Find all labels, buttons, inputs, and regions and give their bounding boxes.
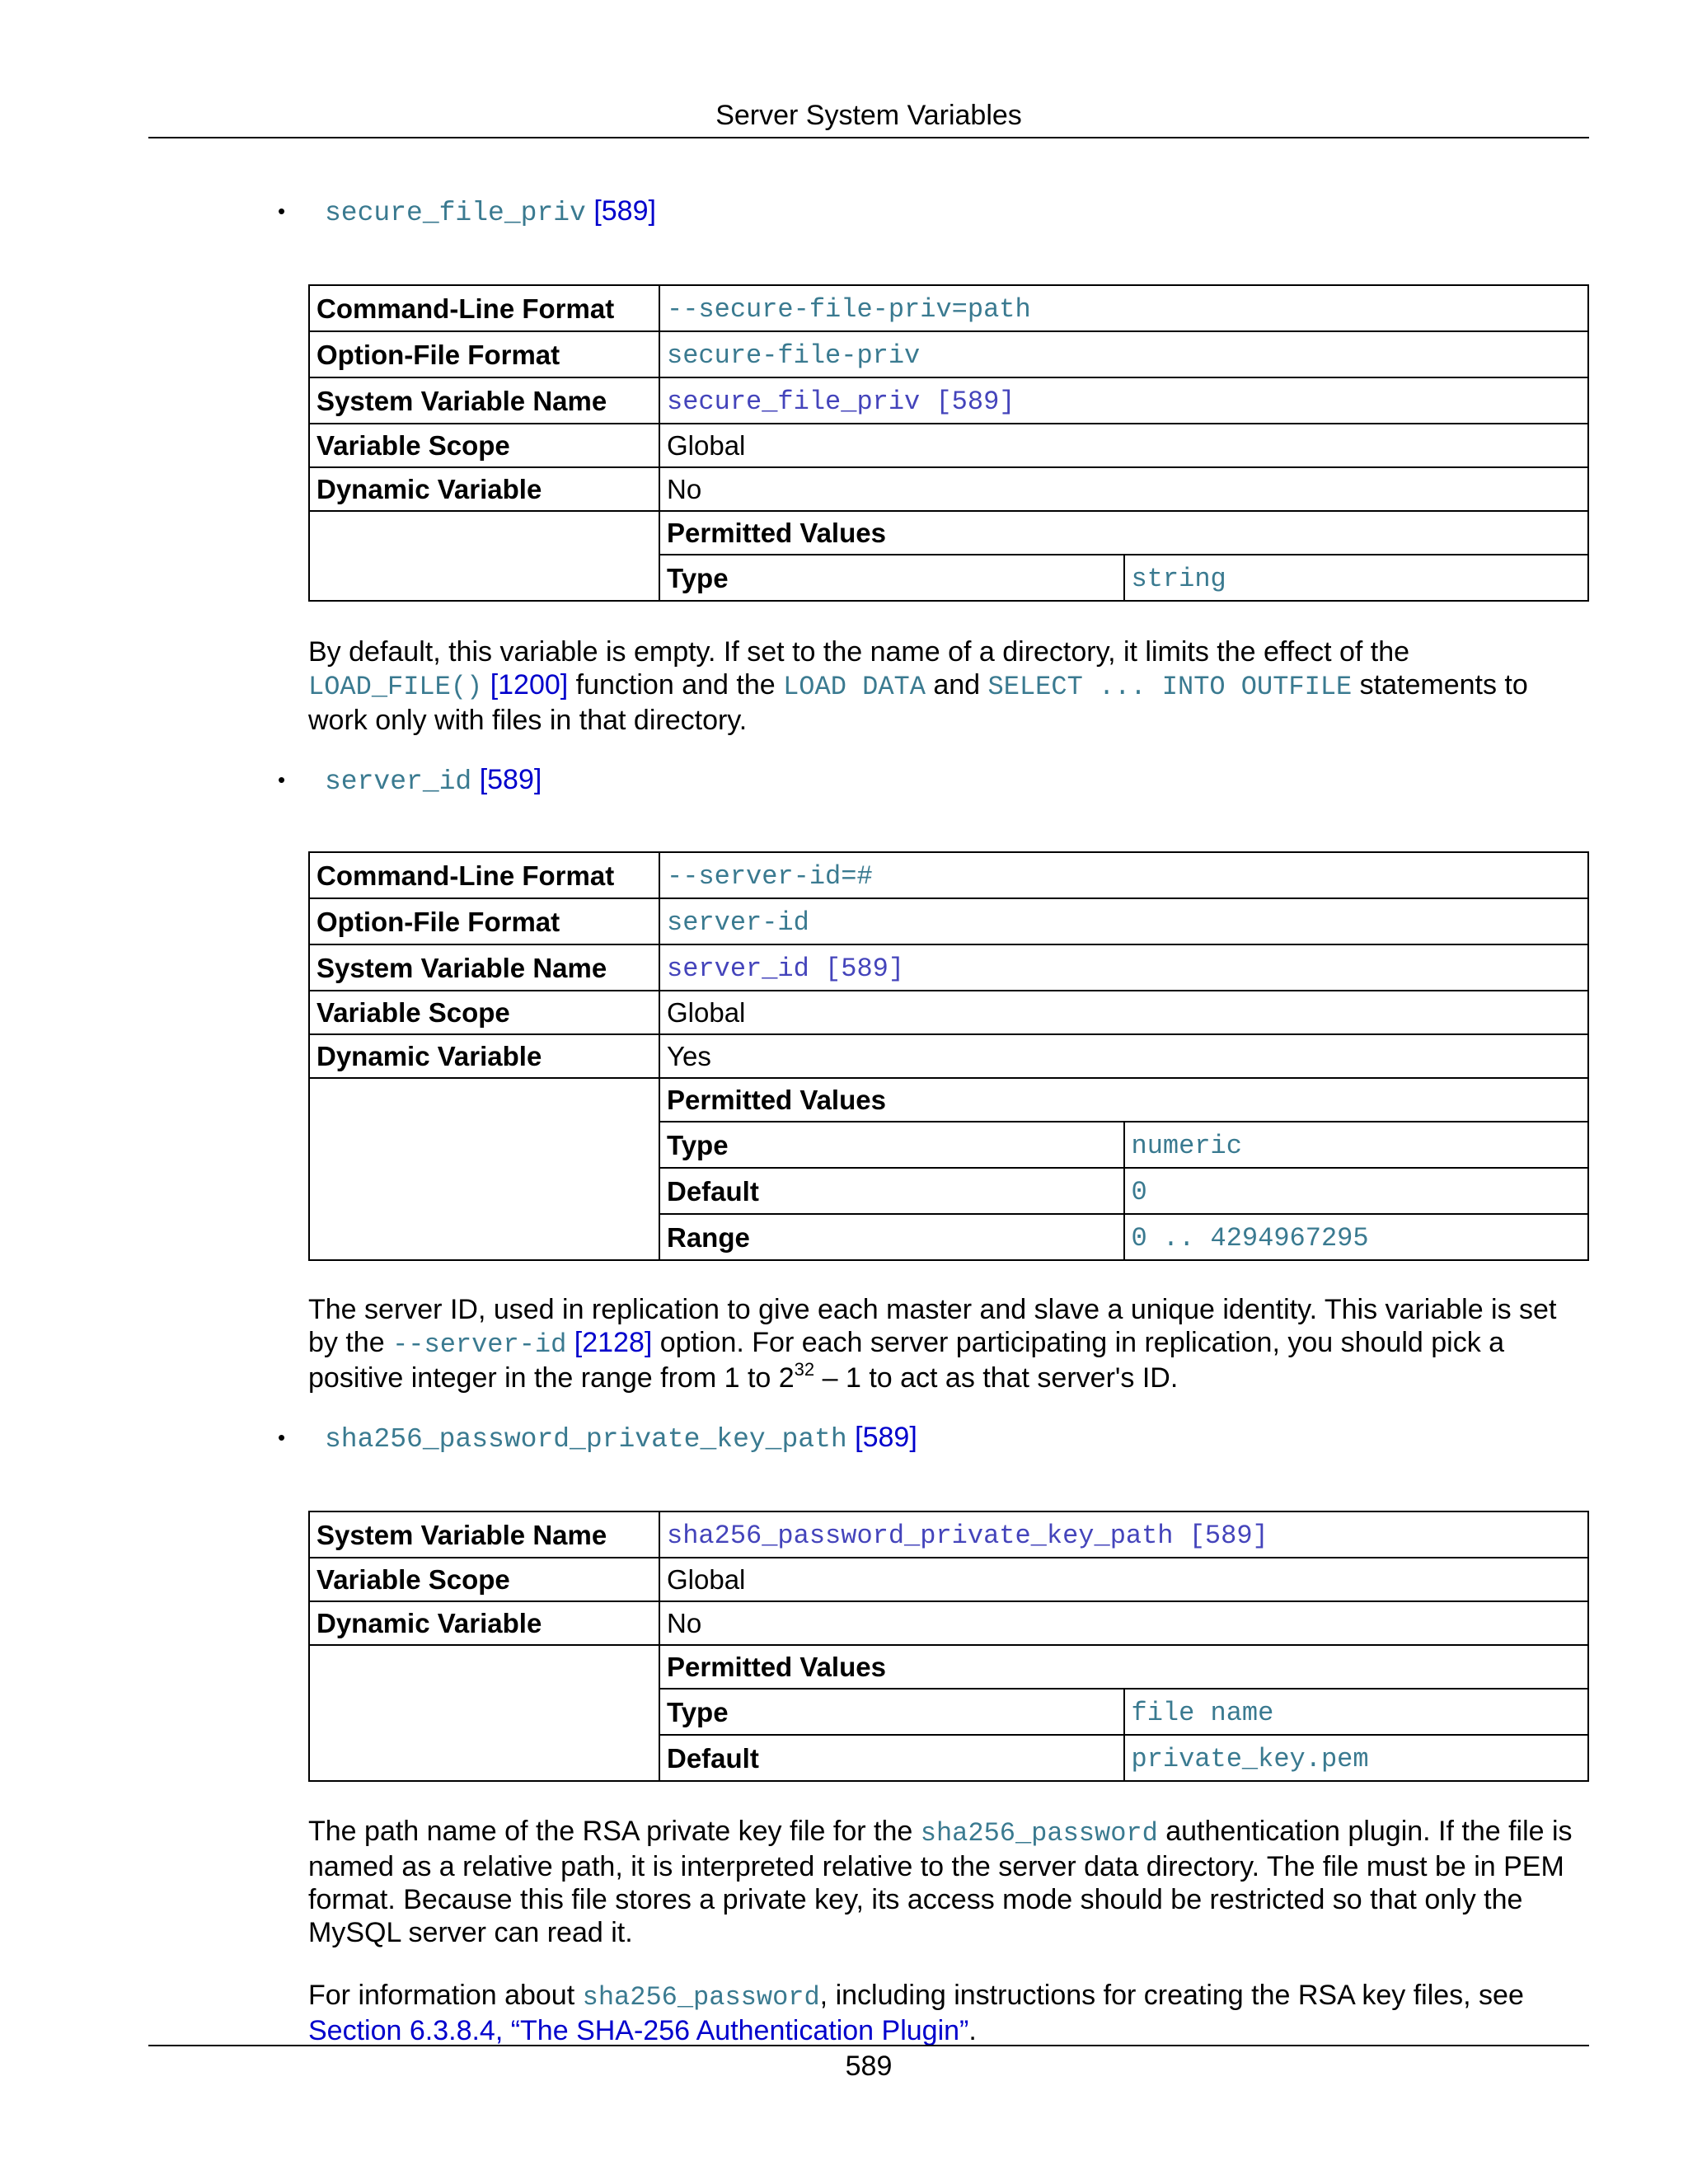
description-server-id: The server ID, used in replication to give each master and slave a unique identity. This variable is set by the --server-id [2128] option. For each server participating in replication, you should pick a positive integer in the range from 1 to $2^{32} - 1$ to act as that server's ID. — [308, 1294, 1557, 1394]
bullet-icon: • — [278, 1425, 286, 1450]
row-value: Global — [659, 991, 1588, 1034]
table-row — [309, 898, 1588, 944]
permitted-value: 0 .. 4294967295 — [1124, 1214, 1589, 1260]
section-link[interactable]: Section 6.3.8.4, “The SHA-256 Authentication Plugin” — [308, 2015, 969, 2046]
row-label: Variable Scope — [309, 991, 659, 1034]
table-row — [309, 1511, 1588, 1558]
variable-link[interactable]: sha256_password_private_key_path — [325, 1424, 847, 1455]
row-label: System Variable Name — [309, 377, 659, 424]
row-label: Variable Scope — [309, 424, 659, 467]
description-secure-file-priv: By default, this variable is empty. If set to the name of a directory, it limits the effect of the LOAD_FILE() [1200] function and the LOAD DATA and SELECT ... INTO OUTFILE statements to work only with files in that directory. — [308, 636, 1528, 736]
row-label: Command-Line Format — [309, 852, 659, 898]
row-label: System Variable Name — [309, 944, 659, 991]
table-row — [309, 1078, 1588, 1122]
table-row — [309, 511, 1588, 555]
page-ref-link[interactable]: [1200] — [490, 669, 569, 701]
row-value: --secure-file-priv=path — [659, 285, 1588, 331]
row-value: No — [659, 467, 1588, 511]
row-value: Yes — [659, 1034, 1588, 1078]
table-row — [309, 285, 1588, 331]
page-number: 589 — [845, 2050, 893, 2082]
permitted-value: file name — [1124, 1689, 1589, 1735]
table-row — [309, 331, 1588, 377]
bullet-icon: • — [278, 199, 286, 223]
empty-cell — [309, 1645, 659, 1781]
permitted-values-heading: Permitted Values — [659, 1078, 1588, 1122]
table-row — [309, 1034, 1588, 1078]
table-row — [309, 991, 1588, 1034]
statement-link[interactable]: SELECT ... INTO OUTFILE — [987, 672, 1353, 702]
row-value — [659, 1511, 1588, 1558]
row-value: --server-id=# — [659, 852, 1588, 898]
description-sha256-password-private-key-path: The path name of the RSA private key file for the sha256_password authentication plugin. If the file is named as a relative path, it is interpreted relative to the server data directory. The file must be in PEM format. Because this file stores a private key, its access mode should be restricted so that only the MySQL server can read it. — [308, 1816, 1573, 1948]
permitted-label: Default — [659, 1168, 1124, 1214]
plugin-link[interactable]: sha256_password — [920, 1818, 1158, 1849]
table-row — [309, 1601, 1588, 1645]
permitted-label: Range — [659, 1214, 1124, 1260]
table-row — [309, 377, 1588, 424]
page-header: Server System Variables — [715, 100, 1022, 131]
variable-table-secure-file-priv — [308, 284, 1589, 602]
info-sha256-password: For information about sha256_password, including instructions for creating the RSA key files, see Section 6.3.8.4, “The SHA-256 Authentication Plugin”. — [308, 1980, 1524, 2046]
row-label: System Variable Name — [309, 1511, 659, 1558]
row-label: Dynamic Variable — [309, 1034, 659, 1078]
page-ref-link[interactable]: [2128] — [574, 1327, 653, 1358]
permitted-value: string — [1124, 555, 1589, 601]
permitted-label: Default — [659, 1735, 1124, 1781]
row-label: Command-Line Format — [309, 285, 659, 331]
row-value — [659, 377, 1588, 424]
footer-rule — [148, 2045, 1589, 2046]
row-label: Option-File Format — [309, 331, 659, 377]
function-link[interactable]: LOAD_FILE() — [308, 672, 483, 702]
table-row — [309, 852, 1588, 898]
permitted-value: 0 — [1124, 1168, 1589, 1214]
page-ref-link[interactable]: [589] — [479, 764, 542, 795]
bullet-sha256-password-private-key-path — [280, 1418, 917, 1460]
permitted-value: private_key.pem — [1124, 1735, 1589, 1781]
table-row — [309, 424, 1588, 467]
bullet-secure-file-priv — [280, 191, 656, 233]
permitted-value: numeric — [1124, 1122, 1589, 1168]
row-label: Option-File Format — [309, 898, 659, 944]
variable-link[interactable]: secure_file_priv [589] — [667, 387, 1015, 417]
page-ref-link[interactable]: [589] — [593, 195, 656, 227]
row-value: Global — [659, 1558, 1588, 1601]
table-row — [309, 467, 1588, 511]
permitted-label: Type — [659, 1122, 1124, 1168]
row-value: server-id — [659, 898, 1588, 944]
variable-link[interactable]: sha256_password_private_key_path [589] — [667, 1521, 1268, 1551]
variable-table-sha256-password-private-key-path — [308, 1511, 1589, 1782]
row-value: No — [659, 1601, 1588, 1645]
variable-link[interactable]: secure_file_priv — [325, 198, 586, 228]
empty-cell — [309, 1078, 659, 1260]
bullet-icon: • — [278, 767, 286, 792]
header-rule — [148, 137, 1589, 138]
permitted-values-heading: Permitted Values — [659, 1645, 1588, 1689]
plugin-link[interactable]: sha256_password — [582, 1982, 820, 2013]
row-label: Dynamic Variable — [309, 467, 659, 511]
page-ref-link[interactable]: [589] — [855, 1422, 917, 1453]
variable-link[interactable]: server_id [589] — [667, 954, 905, 984]
row-value — [659, 944, 1588, 991]
row-label: Dynamic Variable — [309, 1601, 659, 1645]
permitted-label: Type — [659, 555, 1124, 601]
variable-link[interactable]: server_id — [325, 766, 472, 797]
bullet-server-id — [280, 760, 542, 802]
empty-cell — [309, 511, 659, 601]
statement-link[interactable]: LOAD DATA — [783, 672, 926, 702]
table-row — [309, 1558, 1588, 1601]
exponent: 32 — [794, 1359, 815, 1380]
table-row — [309, 944, 1588, 991]
table-row — [309, 1645, 1588, 1689]
option-link[interactable]: --server-id — [392, 1329, 567, 1360]
row-label: Variable Scope — [309, 1558, 659, 1601]
row-value: secure-file-priv — [659, 331, 1588, 377]
variable-table-server-id — [308, 851, 1589, 1261]
row-value: Global — [659, 424, 1588, 467]
permitted-values-heading: Permitted Values — [659, 511, 1588, 555]
permitted-label: Type — [659, 1689, 1124, 1735]
